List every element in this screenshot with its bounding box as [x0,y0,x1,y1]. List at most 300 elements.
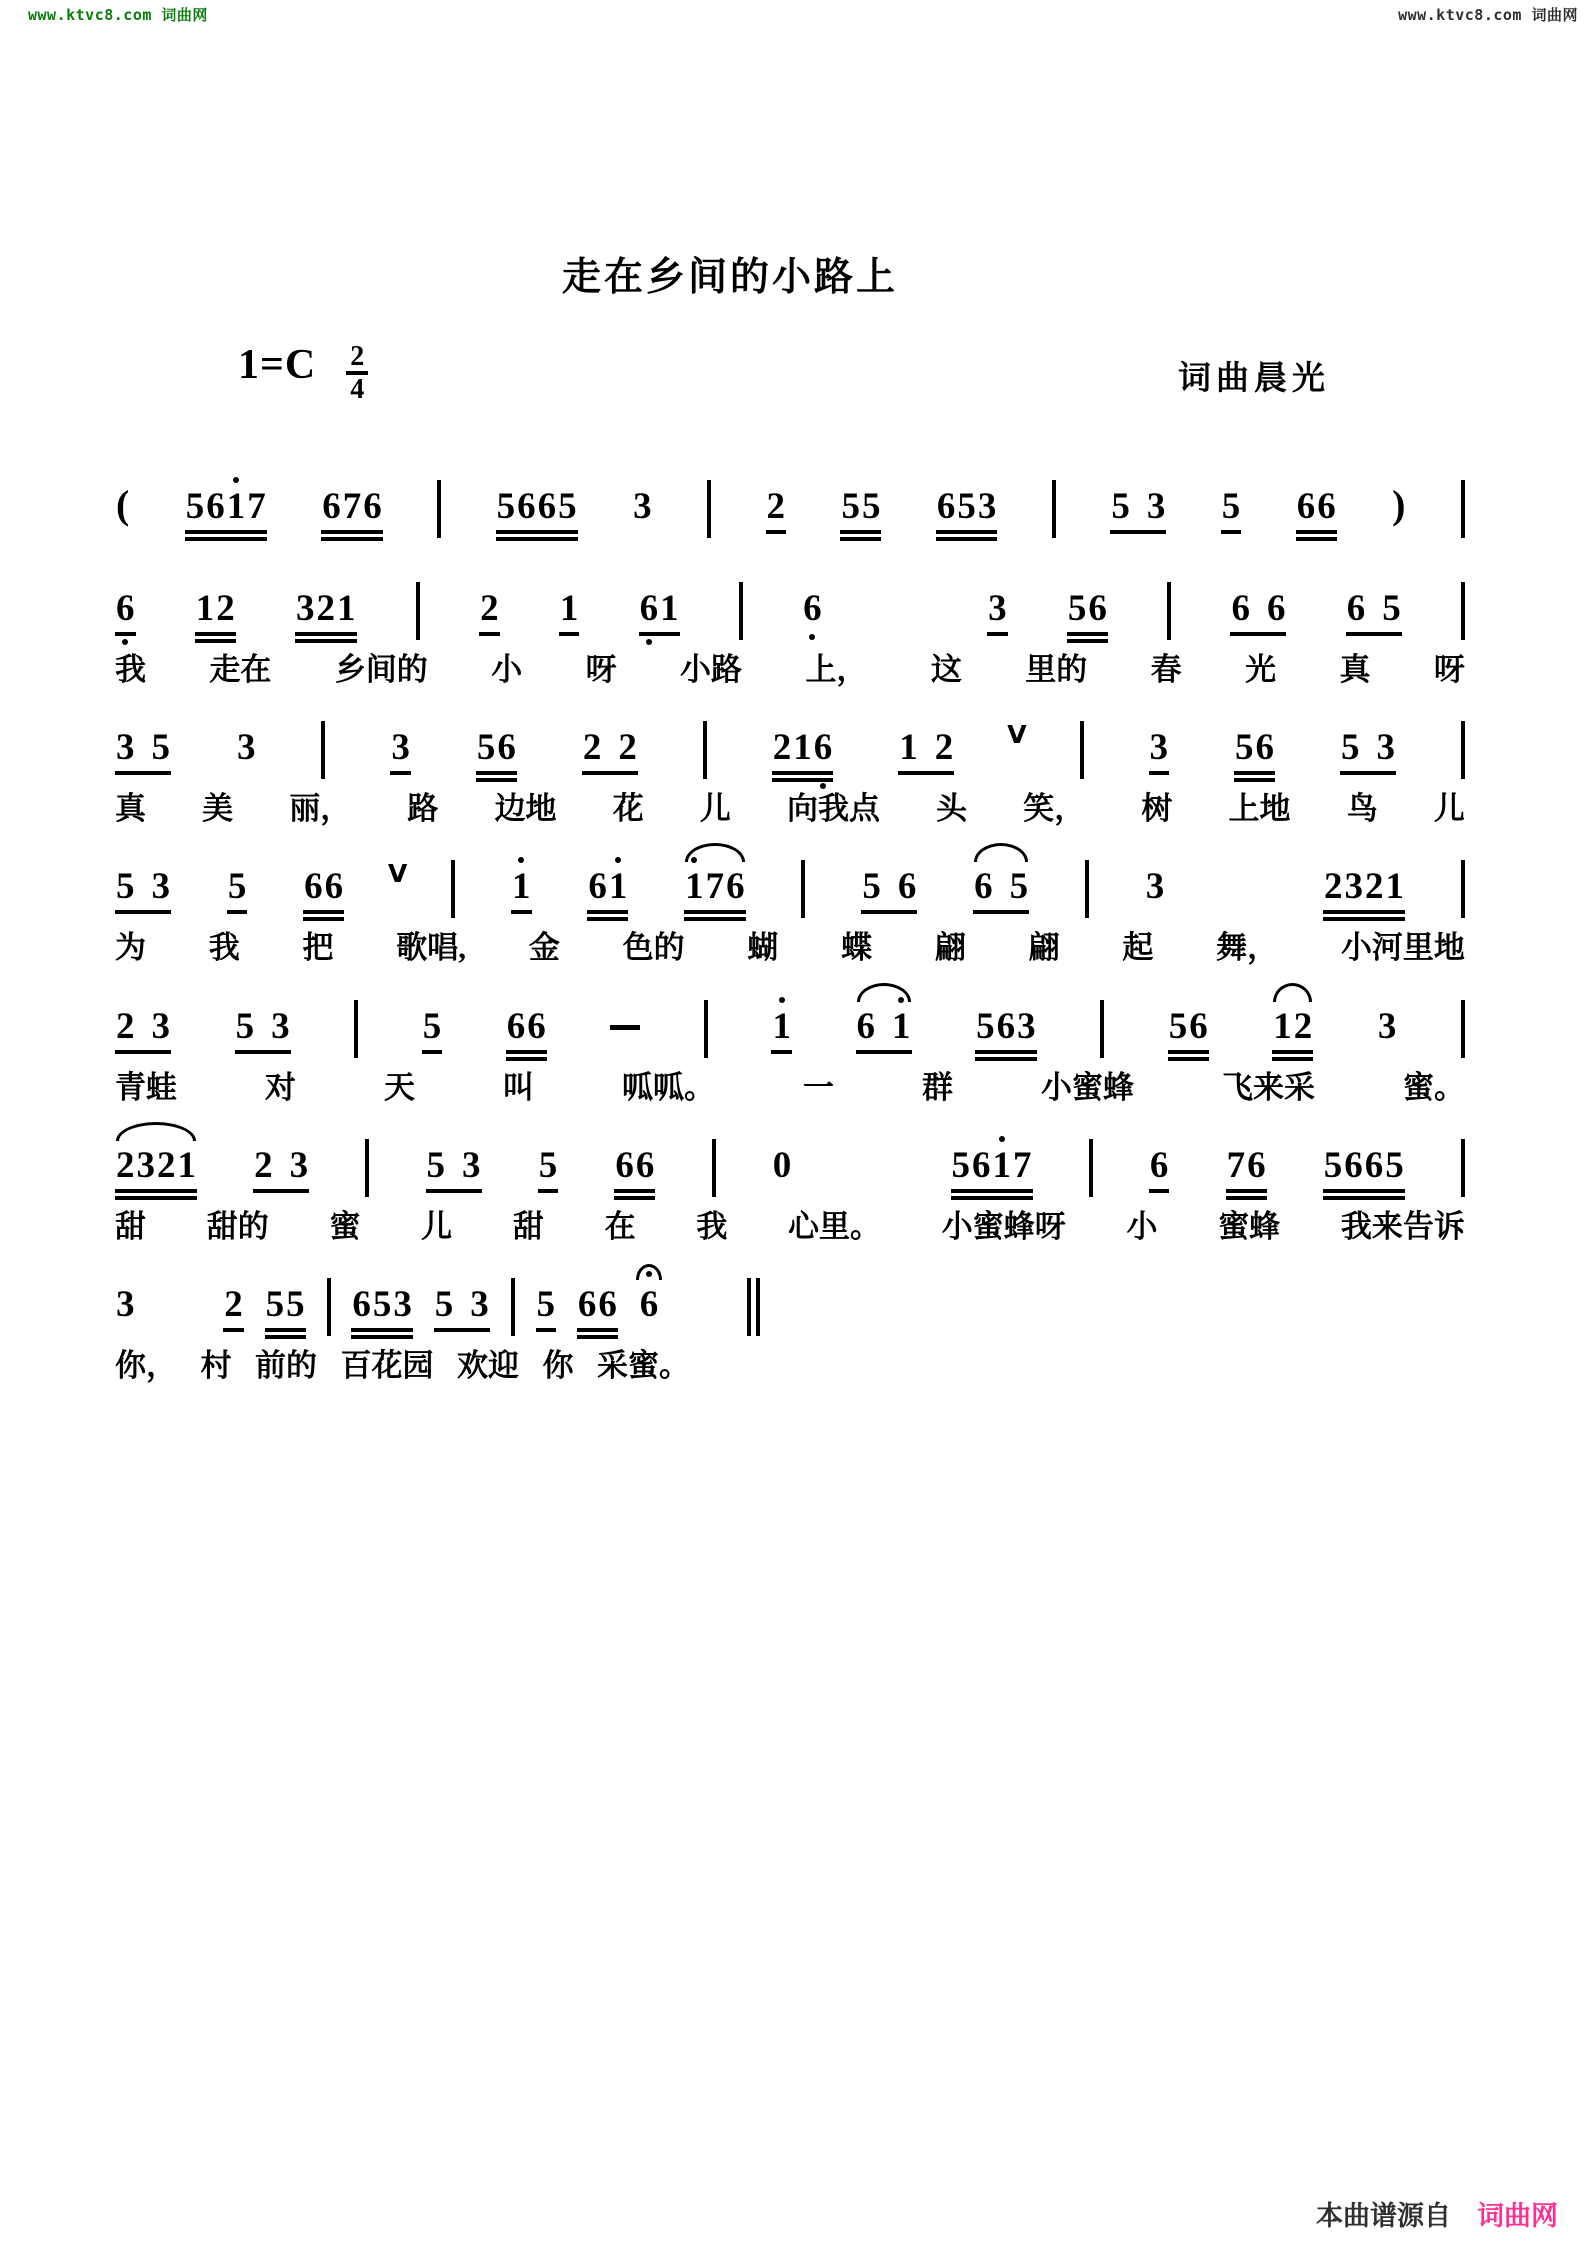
note-char: 6 [363,486,382,527]
note-char: 5 [1385,1144,1404,1186]
note-group [236,727,257,769]
lyric-syllable: 树 [1141,791,1173,827]
note-char: ( [116,482,130,527]
note-char: 3 [151,866,170,908]
note-group [295,590,357,627]
note-group [587,866,628,908]
barline [1089,1139,1093,1197]
note-char: 5 [957,486,976,527]
note-group [632,488,653,525]
note-char [446,1147,461,1184]
key-signature: 1=C [238,342,317,389]
note-group [1221,488,1242,525]
note-char [882,868,897,905]
note-group [766,488,787,525]
lyric-syllable: 百花园 [340,1347,434,1383]
lyric-syllable: 我 [208,930,240,966]
note-char: 6 [1266,588,1286,629]
note-char: 5 [538,1144,558,1186]
note-char: 2 [116,1005,135,1047]
note-group [536,1283,557,1325]
note-char: 0 [772,1144,792,1186]
note-char: 1 [892,1005,911,1047]
score-line [115,562,1465,688]
note-char: 6 [577,1283,597,1325]
note-char: 3 [136,1144,155,1186]
barline [354,1000,358,1058]
note-char: 6 [517,486,536,527]
note-char: 3 [462,1144,481,1186]
note-char: 7 [1013,1144,1032,1186]
note-char [454,1286,469,1323]
note-char: 1 [1385,866,1404,908]
song-title: 走在乡间的小路上 [561,256,898,299]
score [115,460,1465,1397]
barline [511,1278,515,1336]
duration-dash [610,1025,640,1030]
note-char: 5 [862,866,881,908]
lyric-syllable: 蝶 [841,930,873,966]
note-char: 1 [177,1144,196,1186]
barline [707,480,711,538]
lyric-syllable: 在 [604,1208,636,1244]
lyric-syllable: 乡间的 [334,652,428,687]
note-char: 5 [1009,866,1029,908]
lyric-syllable: 你， [115,1347,177,1383]
note-char: 5 [235,1005,255,1047]
notes-row [115,980,1465,1069]
note-char: 6 [1088,588,1107,629]
note-char: 5 [434,1283,454,1325]
note-char: 5 [185,486,205,527]
lyric-syllable: 上， [805,652,868,687]
note-group [1391,482,1406,527]
note-char: 2 [224,1283,243,1325]
lyric-syllable: 小 [1126,1208,1158,1244]
note-group [1377,1005,1398,1047]
note-char: 5 [476,727,496,769]
note-char: 3 [1149,727,1169,769]
lyric-syllable: 把 [302,930,334,966]
lyric-syllable: 蜜。 [1403,1069,1465,1105]
barline [1167,582,1171,640]
note-char: 6 [856,1005,875,1047]
note-char [1251,590,1266,627]
note-char: 5 [426,1144,446,1186]
note-char: 1 [992,1144,1012,1186]
note-char: 5 [1340,727,1360,769]
note-char: 7 [342,486,362,527]
note-char: 6 [1344,1144,1363,1186]
note-group [639,1283,660,1325]
lyric-syllable: 蝴 [747,930,779,966]
breath-mark: V [387,859,408,889]
lyric-syllable: 光 [1245,652,1277,687]
note-char: 2 [618,727,637,769]
note-group [639,590,680,627]
note-char: 3 [1376,727,1395,769]
barline [1461,1139,1465,1197]
note-group [559,590,580,627]
note-char: 6 [322,486,341,527]
note-group [303,866,344,908]
lyric-syllable: 心里。 [788,1208,882,1244]
barline [437,480,441,538]
barline [327,1278,331,1336]
lyric-syllable: 我 [696,1208,728,1244]
note-group [1296,488,1337,525]
note-group [115,727,171,769]
lyric-syllable: 采蜜。 [597,1347,690,1383]
note-char: 2 [480,588,499,629]
note-char: 6 [1364,1144,1384,1186]
note-group [1272,1005,1313,1047]
note-group [479,590,500,627]
note-group [115,482,130,527]
lyrics-row [115,929,1465,966]
lyric-syllable: 呱呱。 [622,1069,715,1105]
time-signature-numerator: 2 [346,342,368,375]
note-char: 2 [772,727,792,769]
score-line [115,980,1465,1106]
barline [416,582,420,640]
note-char: 7 [247,486,266,527]
lyric-syllable: 儿 [699,791,731,827]
lyric-syllable: 真 [1339,652,1371,687]
lyric-syllable: 真 [115,791,146,827]
note-char: 6 [206,486,225,527]
note-char: 6 [936,486,956,527]
note-char: 1 [772,1005,791,1047]
breath-mark: V [1007,720,1027,750]
note-group [195,590,236,627]
note-group [1149,727,1170,769]
note-char: 3 [1377,1005,1397,1047]
lyric-syllable: 鸟 [1346,791,1378,827]
barline [739,582,743,640]
note-group [1149,1144,1170,1186]
note-char: 1 [337,588,356,629]
lyric-syllable: 美 [202,791,234,827]
note-group [115,1144,197,1186]
barline [1052,480,1056,538]
note-group [115,866,171,908]
note-group [1234,727,1275,769]
lyric-syllable: 头 [936,791,968,827]
note-group [861,866,917,908]
note-char: 2 [1293,1005,1313,1047]
lyric-syllable: 小蜜蜂呀 [941,1208,1066,1244]
note-char: 6 [537,486,557,527]
barline [1461,582,1465,640]
lyric-syllable: 呀 [1433,652,1465,687]
note-group [496,488,578,525]
lyric-syllable: 歌唱, [396,930,467,966]
composer-credit: 词曲晨光 [1178,361,1330,397]
note-group [1323,866,1405,908]
barline [703,721,707,779]
note-group [936,488,998,525]
note-group [1323,1144,1405,1186]
note-char: 6 [1247,1144,1266,1186]
note-char: 6 [1189,1005,1208,1047]
notes-row [115,1119,1465,1208]
note-group [422,1005,443,1047]
note-char: 1 [793,727,812,769]
final-barline [747,1278,760,1336]
note-char: 3 [1146,486,1166,527]
note-group [1226,1144,1267,1186]
lyric-syllable: 对 [265,1069,296,1105]
note-char: 3 [151,1005,170,1047]
lyric-syllable: 里的 [1025,652,1088,687]
lyric-syllable: 边地 [494,791,557,827]
lyric-syllable: 呀 [585,652,617,687]
note-char: 6 [1296,486,1316,527]
lyric-syllable: 路 [407,791,439,827]
note-group [434,1283,490,1325]
note-char: 5 [976,1005,995,1047]
note-char: 5 [496,486,516,527]
note-char: 2 [1323,866,1343,908]
note-group [253,1144,309,1186]
lyric-syllable: 小蜜蜂 [1041,1069,1134,1105]
note-char: 5 [558,486,577,527]
barline [704,1000,708,1058]
barline [1080,721,1084,779]
note-group [115,1005,171,1047]
note-char: 2 [766,486,785,527]
note-group [223,1283,244,1325]
note-char: 6 [813,727,833,769]
lyrics-row [115,1208,1465,1245]
note-char [1360,729,1375,766]
note-char: 6 [304,866,323,908]
barline [1461,1000,1465,1058]
note-char: 6 [972,1144,991,1186]
footer-source-link[interactable]: 词曲网 [1477,2201,1558,2231]
note-char [255,1008,270,1045]
barline [1085,860,1089,918]
lyric-syllable: 一 [803,1069,834,1105]
note-group [538,1144,559,1186]
score-line [115,1119,1465,1245]
note-char: 6 [996,1005,1016,1047]
lyric-syllable: 小 [491,652,523,687]
lyric-syllable: 走在 [209,652,272,687]
notes-row [115,840,1465,929]
note-char: 5 [422,1005,442,1047]
note-group [1110,488,1166,525]
note-char: 3 [470,1283,489,1325]
footer [1316,2194,1558,2233]
note-group [898,727,954,769]
note-char [876,1008,891,1045]
note-group [582,727,638,769]
note-char: 6 [352,1283,371,1325]
score-line [115,1258,1465,1384]
note-char [136,868,151,905]
lyric-syllable: 青蛙 [115,1069,177,1105]
barline [451,860,455,918]
score-line [115,701,1465,827]
note-char: 5 [1067,588,1087,629]
note-char: 5 [951,1144,971,1186]
lyric-syllable: 翩 [934,930,966,966]
note-char: 1 [559,588,579,629]
lyric-syllable: 飞来采 [1222,1069,1315,1105]
note-char: 3 [296,588,315,629]
lyric-syllable: 丽， [289,791,352,827]
note-char [1366,590,1381,627]
watermark-top-right: www.ktvc8.com 词曲网 [1398,6,1578,24]
note-group [115,590,136,627]
note-char [602,729,617,766]
note-char [274,1147,289,1184]
lyric-syllable: 村 [200,1347,232,1383]
note-char: 6 [639,1283,659,1325]
note-char: 1 [660,588,679,629]
note-char: 3 [633,486,652,527]
note-char: 5 [841,486,860,527]
note-char: 6 [497,727,516,769]
lyrics-row [115,790,1465,827]
note-char: 3 [391,727,410,769]
note-char: ) [1392,482,1406,527]
barline [321,721,325,779]
score-line [115,840,1465,966]
note-char: 2 [157,1144,176,1186]
note-char: 5 [286,1283,305,1325]
note-char: 3 [116,727,135,769]
barline [365,1139,369,1197]
note-char: 6 [1231,588,1250,629]
note-group [426,1144,482,1186]
note-group [975,1005,1037,1047]
lyric-syllable: 笑， [1023,791,1086,827]
lyrics-row [115,1069,1465,1106]
note-char: 5 [1382,588,1401,629]
note-char: 2 [1364,866,1384,908]
note-group [1067,590,1108,627]
lyric-syllable: 甜 [512,1208,544,1244]
note-char: 5 [1111,486,1130,527]
note-char: 5 [1168,1005,1188,1047]
lyric-syllable: 欢迎 [457,1347,519,1383]
note-char [994,868,1009,905]
note-char: 6 [639,588,659,629]
lyric-syllable: 我来告诉 [1340,1208,1465,1244]
footer-source-text: 本曲谱源自 [1316,2201,1451,2231]
lyric-syllable: 起 [1122,930,1154,966]
note-group [772,727,834,769]
lyric-syllable: 为 [115,930,146,966]
lyric-syllable: 我 [115,652,146,687]
note-char: 1 [685,866,704,908]
note-group [227,866,248,908]
note-char: 5 [116,866,135,908]
note-char: 3 [271,1005,290,1047]
lyric-syllable: 上地 [1228,791,1291,827]
rest-note [772,1144,793,1186]
note-group [577,1283,618,1325]
lyric-syllable: 甜 [115,1208,146,1244]
note-char: 6 [1317,486,1336,527]
note-char: 3 [393,1283,412,1325]
note-group [390,727,411,769]
note-group [802,590,823,627]
note-char: 6 [615,1144,634,1186]
note-char: 6 [527,1005,546,1047]
note-group [987,590,1008,627]
note-group [1145,866,1166,908]
lyric-syllable: 前的 [255,1347,317,1383]
note-group [115,1283,136,1325]
note-char: 5 [1323,1144,1343,1186]
note-char [919,729,934,766]
barline [1461,480,1465,538]
note-char: 6 [588,866,607,908]
lyric-syllable: 翩 [1028,930,1060,966]
note-char: 6 [803,588,822,629]
time-signature [346,342,368,405]
note-group [973,866,1029,908]
lyric-syllable: 舞， [1216,930,1279,966]
barline [1461,721,1465,779]
note-group [684,866,746,908]
note-char: 3 [236,727,256,769]
notes-row [115,562,1465,651]
note-group [1340,727,1396,769]
note-char: 6 [598,1283,617,1325]
note-group [351,1283,413,1325]
lyric-syllable: 春 [1150,652,1182,687]
note-char: 3 [1145,866,1165,908]
notes-row [115,701,1465,790]
note-char: 2 [254,1144,273,1186]
note-char: 2 [316,588,336,629]
note-group [321,488,383,525]
note-char: 6 [635,1144,655,1186]
barline [1461,860,1465,918]
key-and-time [238,334,368,406]
barline [801,860,805,918]
note-char: 5 [861,486,881,527]
note-char: 7 [705,866,725,908]
note-char: 5 [1234,727,1254,769]
note-group [771,1005,792,1047]
lyric-syllable: 天 [384,1069,415,1105]
note-char: 1 [195,588,215,629]
note-char: 6 [1149,1144,1169,1186]
note-group [840,488,881,525]
note-group [1168,1005,1209,1047]
note-char: 6 [1346,588,1366,629]
barline [712,1139,716,1197]
note-char: 5 [536,1283,555,1325]
note-char: 3 [977,486,997,527]
lyric-syllable: 小河里地 [1340,930,1465,966]
watermark-top-left: www.ktvc8.com 词曲网 [28,6,208,24]
note-char: 6 [506,1005,526,1047]
note-char: 3 [1017,1005,1036,1047]
lyrics-row [115,1347,690,1384]
note-char: 5 [227,866,247,908]
note-group [1346,590,1402,627]
note-char: 5 [1221,486,1241,527]
lyric-syllable: 金 [528,930,560,966]
lyric-syllable: 蜜 [329,1208,361,1244]
